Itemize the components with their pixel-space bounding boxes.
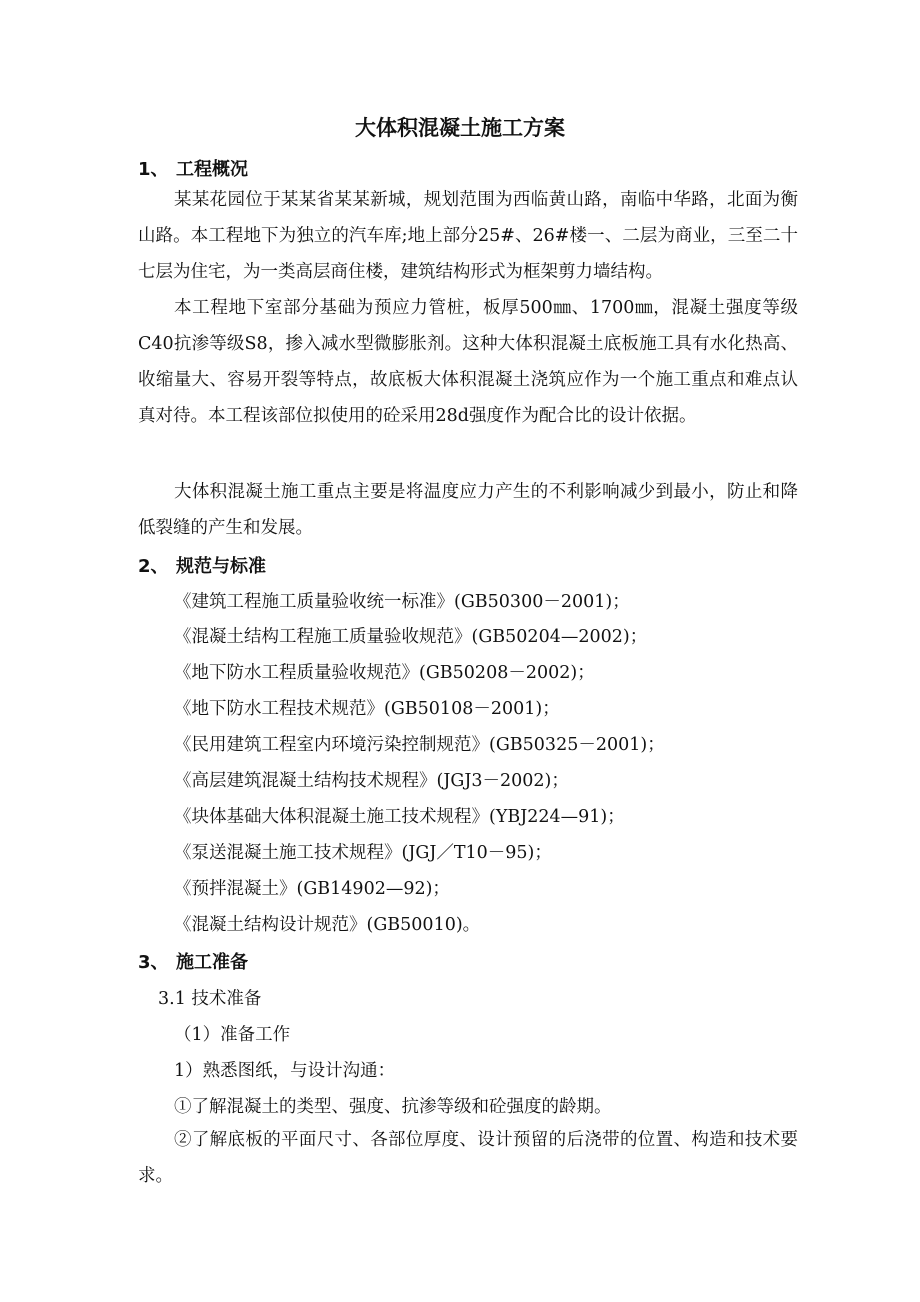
section-title: 规范与标准	[176, 556, 266, 577]
point-item: ①了解混凝土的类型、强度、抗渗等级和砼强度的龄期。	[174, 1097, 612, 1117]
standard-item: 《预拌混凝土》(GB14902—92)；	[174, 879, 450, 899]
section-heading-1	[138, 155, 248, 181]
section-heading-3	[138, 948, 248, 974]
standard-item: 《混凝土结构设计规范》(GB50010)。	[174, 915, 481, 935]
standard-item: 《地下防水工程技术规范》(GB50108－2001)；	[174, 699, 560, 719]
standard-item: 《混凝土结构工程施工质量验收规范》(GB50204—2002)；	[174, 627, 648, 647]
standard-item: 《块体基础大体积混凝土施工技术规程》(YBJ224—91)；	[174, 807, 625, 827]
section-number: 1、	[138, 159, 169, 180]
overview-paragraph-1: 某某花园位于某某省某某新城，规划范围为西临黄山路，南临中华路，北面为衡山路。本工程地下为独立的汽车库;地上部分25#、26#楼一、二层为商业，三至二十七层为住宅，为一类高层商住楼，建筑结构形式为框架剪力墙结构。	[138, 190, 798, 282]
document-title: 大体积混凝土施工方案	[355, 116, 565, 140]
section-number: 2、	[138, 556, 169, 577]
overview-paragraph-2: 本工程地下室部分基础为预应力管桩，板厚500㎜、1700㎜，混凝土强度等级C40抗渗等级S8，掺入减水型微膨胀剂。这种大体积混凝土底板施工具有水化热高、收缩量大、容易开裂等特点，故底板大体积混凝土浇筑应作为一个施工重点和难点认真对待。本工程该部位拟使用的砼采用28d强度作为配合比的设计依据。	[138, 298, 798, 426]
subsection-heading: 3.1 技术准备	[158, 989, 262, 1009]
step-heading: 1）熟悉图纸，与设计沟通：	[174, 1061, 396, 1081]
standard-item: 《泵送混凝土施工技术规程》(JGJ／T10－95)；	[174, 843, 552, 863]
overview-paragraph-3: 大体积混凝土施工重点主要是将温度应力产生的不利影响减少到最小，防止和降低裂缝的产生和发展。	[138, 482, 798, 538]
section-title: 施工准备	[176, 952, 248, 973]
standard-item: 《高层建筑混凝土结构技术规程》(JGJ3－2002)；	[174, 771, 569, 791]
point-item: ②了解底板的平面尺寸、各部位厚度、设计预留的后浇带的位置、构造和技术要求。	[138, 1130, 798, 1186]
section-title: 工程概况	[176, 159, 248, 180]
section-number: 3、	[138, 952, 169, 973]
section-heading-2	[138, 552, 266, 578]
standard-item: 《民用建筑工程室内环境污染控制规范》(GB50325－2001)；	[174, 735, 665, 755]
item-heading: （1）准备工作	[174, 1025, 291, 1045]
standard-item: 《地下防水工程质量验收规范》(GB50208－2002)；	[174, 663, 595, 683]
standard-item: 《建筑工程施工质量验收统一标准》(GB50300－2001)；	[174, 592, 630, 612]
